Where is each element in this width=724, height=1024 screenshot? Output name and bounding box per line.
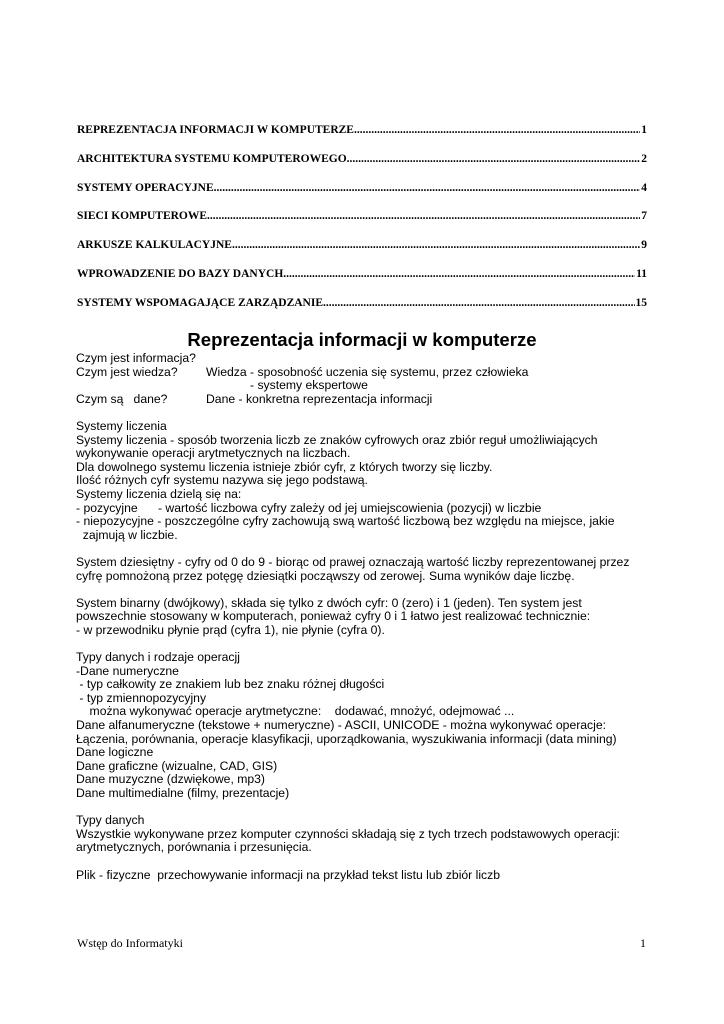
paragraph-heading: Typy danych i rodzaje operacjj xyxy=(76,650,240,665)
answer-text: Wiedza - sposobność uczenia się systemu, przez człowieka xyxy=(206,364,529,379)
paragraph-line: Dane alfanumeryczne (tekstowe + numeryczne) - ASCII, UNICODE - można wykonywać operacje: xyxy=(76,718,607,733)
toc-entry-page: 7 xyxy=(641,210,647,223)
toc-leader-dots xyxy=(354,124,640,136)
toc-entry-page: 9 xyxy=(641,239,647,252)
list-item: - typ zmiennopozycyjny xyxy=(76,690,207,705)
toc-entry-title: REPREZENTACJA INFORMACJI W KOMPUTERZE xyxy=(77,124,354,136)
list-item: -Dane numeryczne xyxy=(76,663,179,678)
question-text: Czym jest wiedza? xyxy=(76,364,178,379)
toc-entry-page: 1 xyxy=(641,124,647,136)
footer-title: Wstęp do Informatyki xyxy=(77,936,183,950)
list-item: zajmują w liczbie. xyxy=(76,527,178,542)
paragraph-line: Wszystkie wykonywane przez komputer czynności składają się z tych trzech podstawowych operacji: xyxy=(76,826,620,841)
toc-entry[interactable] xyxy=(77,210,647,239)
table-of-contents xyxy=(77,124,647,326)
paragraph-line: - w przewodniku płynie prąd (cyfra 1), nie płynie (cyfra 0). xyxy=(76,622,385,637)
paragraph-line: System dziesiętny - cyfry od 0 do 9 - biorąc od prawej oznaczają wartość liczby reprezentowanej przez xyxy=(76,554,630,569)
paragraph-line: Ilość różnych cyfr systemu nazywa się jego podstawą. xyxy=(76,473,368,488)
toc-leader-dots xyxy=(283,268,635,280)
question-text: Czym są dane? xyxy=(76,391,168,406)
answer-text: Dane - konkretna reprezentacja informacji xyxy=(206,391,433,406)
paragraph-line: Dane muzyczne (dzwiękowe, mp3) xyxy=(76,772,265,787)
answer-continuation xyxy=(76,379,656,393)
toc-leader-dots xyxy=(323,297,634,309)
paragraph-line: Łączenia, porównania, operacje klasyfikacji, uporządkowania, wyszukiwania informacji (data mining) xyxy=(76,731,617,746)
list-item: można wykonywać operacje arytmetyczne: dodawać, mnożyć, odejmować ... xyxy=(76,704,515,719)
toc-leader-dots xyxy=(207,210,640,222)
paragraph-line: Systemy liczenia - sposób tworzenia liczb ze znaków cyfrowych oraz zbiór reguł umożliwiających xyxy=(76,432,598,447)
list-item: - typ całkowity ze znakiem lub bez znaku różnej długości xyxy=(76,677,385,692)
paragraph-line: Plik - fizyczne przechowywanie informacji na przykład tekst listu lub zbiór liczb xyxy=(76,867,501,882)
toc-entry-title: WPROWADZENIE DO BAZY DANYCH xyxy=(77,267,284,280)
document-body xyxy=(76,352,656,882)
question-line: Czym jest informacja? xyxy=(76,351,196,365)
paragraph-line: arytmetycznych, porównania i przesunięcia. xyxy=(76,840,312,855)
toc-entry[interactable] xyxy=(77,297,647,326)
paragraph-line: wykonywanie operacji arytmetycznych na liczbach. xyxy=(76,446,351,461)
toc-entry-title: ARCHITEKTURA SYSTEMU KOMPUTEROWEGO xyxy=(77,152,347,165)
paragraph-line: Dla dowolnego systemu liczenia istnieje zbiór cyfr, z których tworzy się liczby. xyxy=(76,459,493,474)
toc-entry[interactable] xyxy=(77,239,647,268)
paragraph-line: powszechnie stosowany w komputerach, ponieważ cyfry 0 i 1 łatwo jest realizować technicznie: xyxy=(76,609,591,624)
toc-leader-dots xyxy=(347,153,641,165)
toc-entry[interactable] xyxy=(77,182,647,211)
paragraph-heading: Typy danych xyxy=(76,813,145,828)
paragraph-line: Dane multimedialne (filmy, prezentacje) xyxy=(76,786,290,800)
list-item: - niepozycyjne - poszczególne cyfry zachowują swą wartość liczbową bez względu na miejsce, jakie xyxy=(76,514,615,529)
answer-text: - systemy ekspertowe xyxy=(250,378,368,393)
paragraph-heading: Systemy liczenia xyxy=(76,418,167,433)
toc-entry-page: 11 xyxy=(636,267,647,280)
toc-entry-title: ARKUSZE KALKULACYJNE xyxy=(77,239,232,252)
toc-entry-title: SIECI KOMPUTEROWE xyxy=(77,210,208,223)
toc-entry-title: SYSTEMY OPERACYJNE xyxy=(77,181,214,194)
question-answer-line xyxy=(76,393,656,407)
paragraph-line: System binarny (dwójkowy), składa się tylko z dwóch cyfr: 0 (zero) i 1 (jeden). Ten system jest xyxy=(76,595,582,610)
toc-leader-dots xyxy=(232,239,640,251)
paragraph-line: Systemy liczenia dzielą się na: xyxy=(76,486,242,501)
list-item: - pozycyjne - wartość liczbowa cyfry zależy od jej umiejscowienia (pozycji) w liczbie xyxy=(76,500,542,515)
toc-entry[interactable] xyxy=(77,153,647,182)
paragraph-line: Dane logiczne xyxy=(76,745,154,760)
paragraph-line: Dane graficzne (wizualne, CAD, GIS) xyxy=(76,758,278,773)
toc-entry-page: 2 xyxy=(641,152,647,165)
paragraph-line: cyfrę pomnożoną przez potęgę dziesiątki począwszy od zerowej. Suma wyników daje liczbę. xyxy=(76,568,575,583)
toc-entry[interactable] xyxy=(77,268,647,297)
toc-entry-title: SYSTEMY WSPOMAGAJĄCE ZARZĄDZANIE xyxy=(77,296,324,309)
toc-entry[interactable] xyxy=(77,124,647,153)
toc-leader-dots xyxy=(214,182,641,194)
section-heading: Reprezentacja informacji w komputerze xyxy=(187,329,537,350)
toc-entry-page: 15 xyxy=(635,296,647,309)
footer-page-number: 1 xyxy=(640,936,646,950)
toc-entry-page: 4 xyxy=(641,181,647,194)
question-answer-line xyxy=(76,366,656,380)
